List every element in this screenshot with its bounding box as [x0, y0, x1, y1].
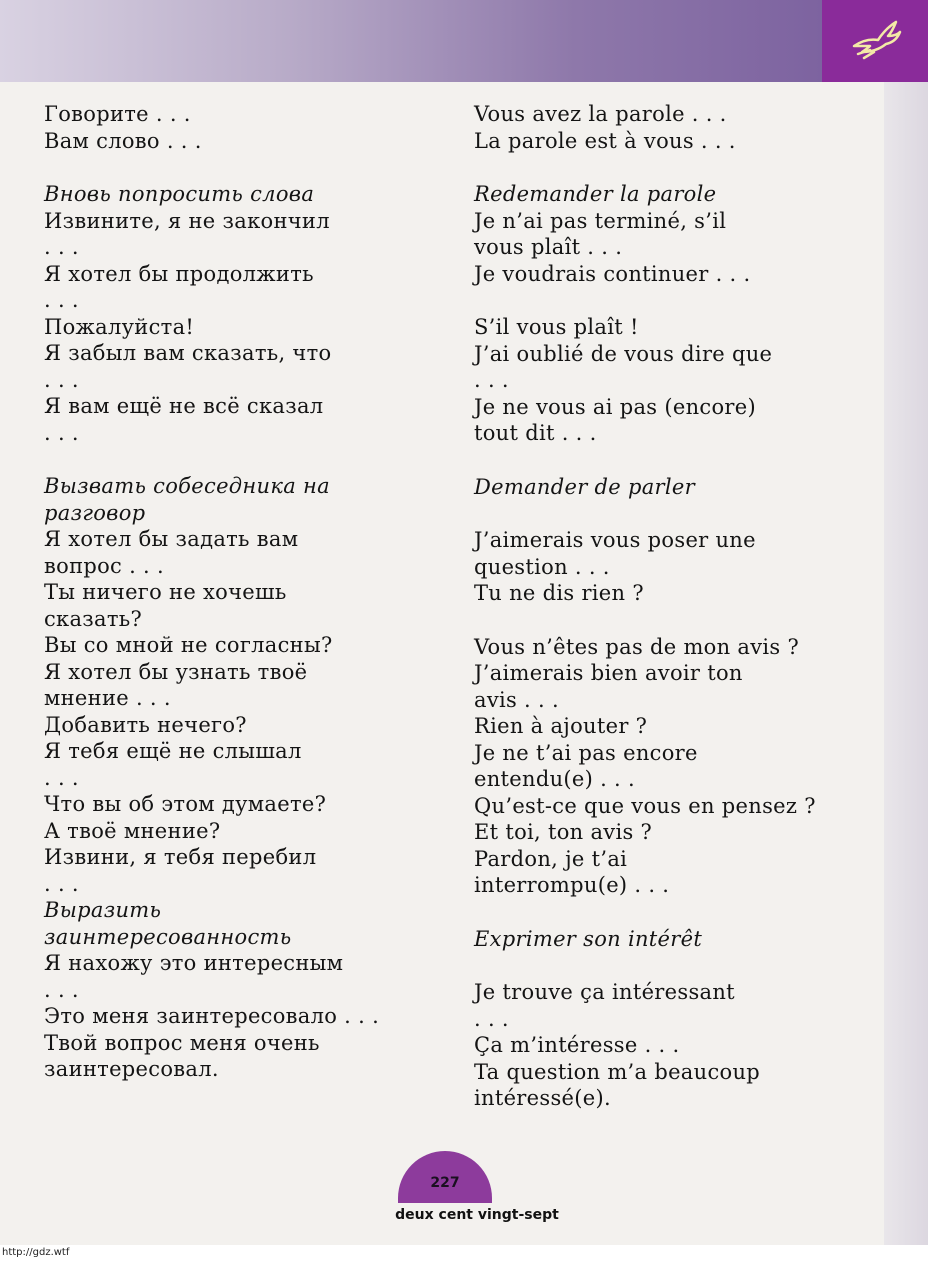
phrase-line: Твой вопрос меня очень: [44, 1030, 320, 1055]
section-heading: Demander de parler: [474, 474, 695, 499]
phrase-line: Это меня заинтересовало . . .: [44, 1004, 380, 1028]
phrase-line: question . . .: [474, 554, 610, 579]
phrase-line: Вы со мной не согласны?: [44, 633, 333, 657]
phrase-line: Извините, я не закончил: [44, 208, 330, 233]
section-heading: Вновь попросить слова: [44, 182, 315, 206]
phrase-line: Я нахожу это интересным: [44, 951, 344, 975]
spacer: [474, 500, 874, 527]
phrase-line: сказать?: [44, 606, 143, 631]
phrase-line: Я забыл вам сказать, что: [44, 341, 332, 365]
phrase-line: . . .: [44, 977, 79, 1002]
phrase-line: Rien à ajouter ?: [474, 714, 648, 738]
section-heading: заинтересованность: [44, 924, 292, 949]
spacer: [474, 607, 874, 634]
phrase-line: Я хотел бы задать вам: [44, 527, 299, 551]
source-link[interactable]: http://gdz.wtf: [2, 1247, 70, 1258]
phrase-line: . . .: [474, 1006, 509, 1031]
phrase-line: Я хотел бы узнать твоё: [44, 659, 308, 684]
spacer: [44, 154, 454, 181]
phrase-line: tout dit . . .: [474, 421, 597, 445]
phrase-line: . . .: [44, 871, 79, 896]
phrase-line: interrompu(e) . . .: [474, 873, 670, 897]
phrase-line: Я тебя ещё не слышал: [44, 739, 302, 763]
phrase-line: Je ne t’ai pas encore: [474, 740, 698, 765]
phrase-line: мнение . . .: [44, 686, 171, 710]
phrase-line: Je ne vous ai pas (encore): [474, 394, 756, 419]
phrase-line: заинтересовал.: [44, 1057, 219, 1081]
phrase-line: S’il vous plaît !: [474, 315, 639, 339]
phrase-line: . . .: [44, 420, 79, 445]
phrase-line: . . .: [44, 765, 79, 790]
side-strip: [884, 82, 928, 1245]
section-heading: Выразить: [44, 898, 162, 922]
spacer: [474, 952, 874, 979]
spacer: [474, 899, 874, 926]
phrase-line: intéressé(e).: [474, 1086, 611, 1110]
phrase-line: Говорите . . .: [44, 102, 191, 126]
rooster-logo-icon: [848, 10, 904, 66]
phrase-line: Vous n’êtes pas de mon avis ?: [474, 634, 800, 659]
phrase-line: entendu(e) . . .: [474, 767, 635, 791]
spacer: [44, 446, 454, 473]
phrase-line: Ты ничего не хочешь: [44, 580, 287, 604]
phrase-line: J’aimerais bien avoir ton: [474, 661, 743, 685]
page-number: 227: [430, 1175, 460, 1191]
phrase-line: Je n’ai pas terminé, s’il: [474, 208, 727, 233]
phrase-line: J’ai oublié de vous dire que: [474, 341, 773, 366]
page-number-tab: [398, 1151, 492, 1203]
phrase-line: Я хотел бы продолжить: [44, 261, 314, 286]
phrase-line: Et toi, ton avis ?: [474, 820, 653, 844]
phrase-line: А твоё мнение?: [44, 818, 221, 843]
phrase-line: . . .: [44, 367, 79, 392]
phrase-line: Пожалуйста!: [44, 314, 195, 339]
phrase-line: Вам слово . . .: [44, 128, 202, 153]
phrase-line: J’aimerais vous poser une: [474, 528, 756, 552]
phrase-line: . . .: [44, 235, 79, 259]
phrase-line: avis . . .: [474, 687, 559, 712]
french-column: [474, 101, 874, 1112]
header-band: [0, 0, 822, 82]
phrase-line: Ça m’intéresse . . .: [474, 1033, 680, 1057]
russian-column: [44, 101, 454, 1083]
spacer: [474, 154, 874, 181]
section-heading: Redemander la parole: [474, 182, 717, 206]
spacer: [474, 287, 874, 314]
phrase-line: Vous avez la parole . . .: [474, 102, 727, 126]
page-number-words: deux cent vingt-sept: [395, 1207, 559, 1223]
phrase-line: Извини, я тебя перебил: [44, 845, 317, 869]
phrase-line: Ta question m’a beaucoup: [474, 1059, 761, 1084]
section-heading: Exprimer son intérêt: [474, 926, 703, 951]
phrase-line: Qu’est-ce que vous en pensez ?: [474, 793, 816, 818]
section-heading: Вызвать собеседника на: [44, 474, 330, 498]
section-heading: разговор: [44, 500, 146, 525]
phrase-line: Pardon, je t’ai: [474, 846, 628, 871]
phrase-line: вопрос . . .: [44, 553, 164, 578]
phrase-line: . . .: [474, 368, 509, 392]
phrase-line: Что вы об этом думаете?: [44, 792, 327, 816]
phrase-line: Я вам ещё не всё сказал: [44, 394, 324, 418]
corner-tab: [822, 0, 928, 82]
phrase-line: Je voudrais continuer . . .: [474, 261, 751, 286]
phrase-line: Tu ne dis rien ?: [474, 581, 644, 605]
phrase-line: . . .: [44, 288, 79, 312]
phrase-line: vous plaît . . .: [474, 235, 623, 259]
phrase-line: La parole est à vous . . .: [474, 128, 736, 153]
spacer: [474, 447, 874, 474]
phrase-line: Добавить нечего?: [44, 712, 247, 737]
phrase-line: Je trouve ça intéressant: [474, 980, 735, 1004]
